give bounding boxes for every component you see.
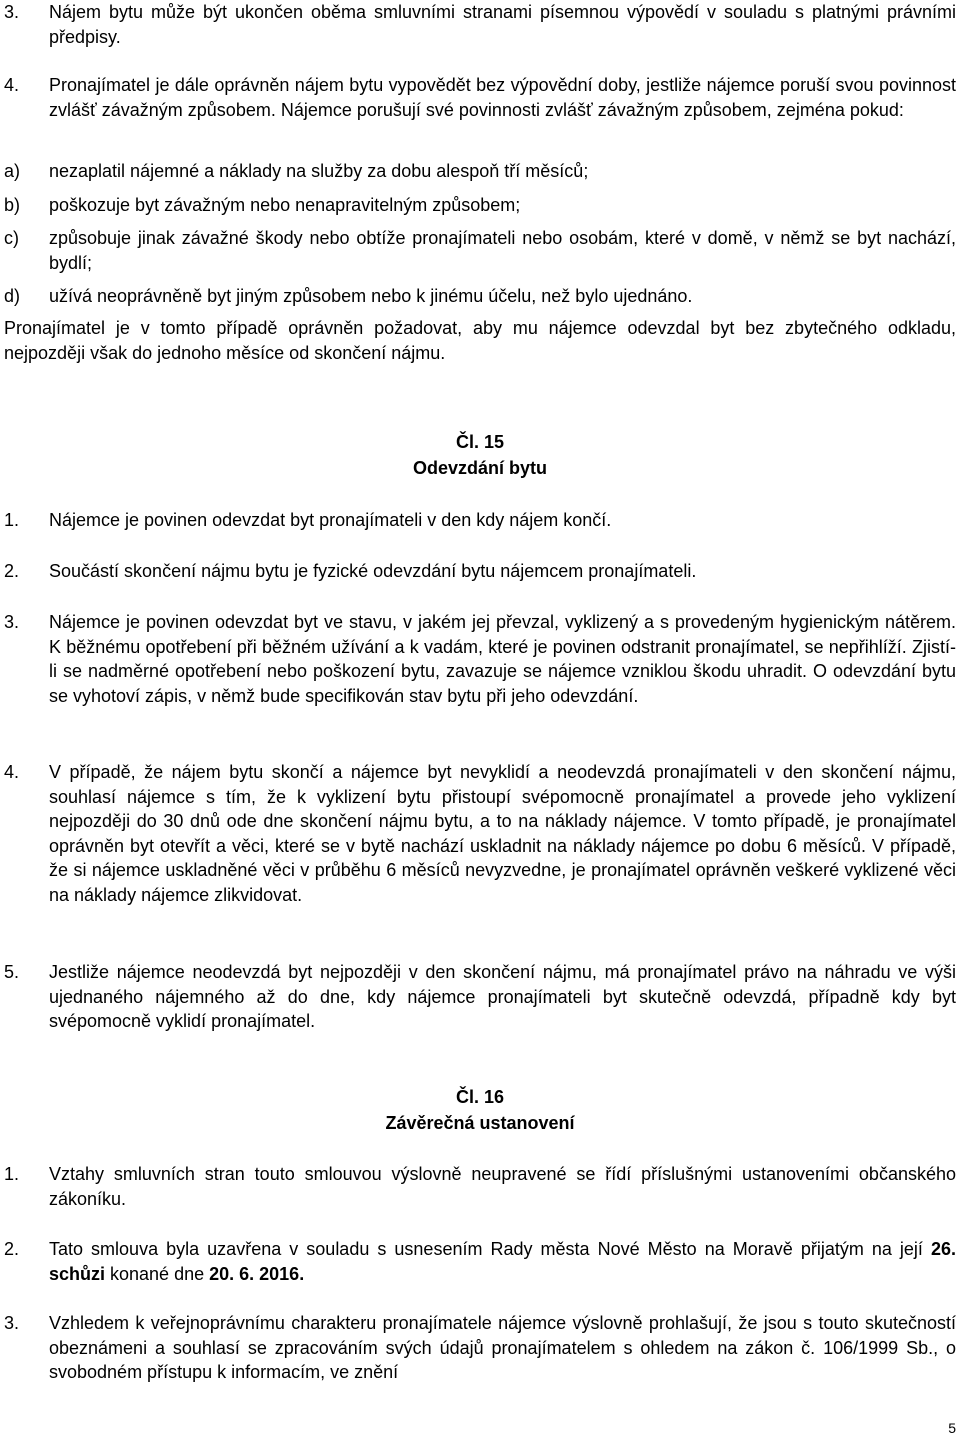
sub-item-d xyxy=(4,284,956,309)
item-text: V případě, že nájem bytu skončí a nájemce byt nevyklidí a neodevzdá pronajímateli v den skončení nájmu, souhlasí nájemce s tím, že k vyklizení bytu přistoupí svépomocně pronajímatel a provede jeho vyklizení nejpozději do 30 dnů ode dne skončení nájmu bytu, a to na náklady nájemce. V tomto případě, je pronajímatel oprávněn byt otevřít a věci, které se v bytě nachází uskladnit na náklady nájemce po dobu 6 měsíců. V případě, že si nájemce uskladněné věci v průběhu 6 měsíců nevyzvedne, je pronajímatel oprávněn veškeré vyklizené věci na náklady nájemce zlikvidovat. xyxy=(49,762,956,905)
item-number: 4. xyxy=(4,75,20,95)
cl15-item-2 xyxy=(4,559,956,584)
item-number: 2. xyxy=(4,561,20,581)
item-number: 1. xyxy=(4,1164,20,1184)
item-text: Vzhledem k veřejnoprávnímu charakteru pronajímatele nájemce výslovně prohlašují, že jsou s touto skutečností obeznámeni a souhlasí se zpracováním svých údajů pronajímatelem s ohledem na zákon č. 106/1999 Sb., o svobodném přístupu k informacím, ve znění xyxy=(49,1313,956,1382)
item-body xyxy=(49,73,956,122)
sub-item-b xyxy=(4,193,956,218)
item-number: 5. xyxy=(4,962,20,982)
cl16-item-3 xyxy=(4,1311,956,1385)
sub-label: b) xyxy=(4,194,21,215)
sub-item-c xyxy=(4,226,956,275)
cl15-item-4 xyxy=(4,760,956,907)
item-text: Pronajímatel je dále oprávněn nájem bytu vypovědět bez výpovědní doby, jestliže nájemce poruší svou povinnost zvlášť závažným způsobem. Nájemce porušují své povinnosti zvlášť závažným způsobem, zejména pokud: xyxy=(49,75,956,120)
item-text xyxy=(49,1237,956,1286)
article-16-title: Závěrečná ustanovení xyxy=(385,1113,575,1133)
article-item-4 xyxy=(4,73,956,122)
meeting-date: 20. 6. 2016. xyxy=(209,1263,305,1284)
item-number: 3. xyxy=(4,1313,20,1333)
item-number: 1. xyxy=(4,510,20,530)
item-text: Vztahy smluvních stran touto smlouvou výslovně neupravené se řídí příslušnými ustanoveními občanského zákoníku. xyxy=(49,1164,956,1209)
closing-paragraph: Pronajímatel je v tomto případě oprávněn požadovat, aby mu nájemce odevzdal byt bez zbytečného odkladu, nejpozději však do jednoho měsíce od skončení nájmu. xyxy=(4,318,956,363)
sub-label: c) xyxy=(4,228,19,248)
cl16-item-1 xyxy=(4,1162,956,1211)
sub-text: způsobuje jinak závažné škody nebo obtíže pronajímateli nebo osobám, které v domě, v němž se byt nachází, bydlí; xyxy=(49,228,956,273)
sub-label: d) xyxy=(4,286,21,306)
item-number: 3. xyxy=(4,612,20,632)
item-text: Nájemce je povinen odevzdat byt pronajímateli v den kdy nájem končí. xyxy=(49,510,612,530)
sub-item-a xyxy=(4,159,956,184)
cl15-item-3 xyxy=(4,610,956,708)
item-number: 2. xyxy=(4,1239,20,1259)
sub-text: užívá neoprávněně byt jiným způsobem nebo k jinému účelu, než bylo ujednáno. xyxy=(49,286,693,306)
item-text: Jestliže nájemce neodevzdá byt nejpozději v den skončení nájmu, má pronajímatel právo na náhradu ve výši ujednaného nájemného až do dne, kdy nájemce pronajímateli byt skutečně odevzdá, případně kdy byt svépomocně vyklidí pronajímatel. xyxy=(49,962,956,1031)
sub-list xyxy=(4,159,956,309)
cl15-item-1 xyxy=(4,508,956,533)
item-text: Nájemce je povinen odevzdat byt ve stavu, v jakém jej převzal, vyklizený a s provedeným hygienickým nátěrem. K běžnému opotřebení při běžném užívání a k vadám, které je povinen odstranit pronajímatel, se nepřihlíží. Zjistí-li se nadměrné opotřebení nebo poškození bytu, zavazuje se nájemce vzniklou škodu uhradit. O odevzdání bytu se vyhotoví zápis, v němž bude specifikován stav bytu při jeho odevzdání. xyxy=(49,612,956,706)
item-text: Součástí skončení nájmu bytu je fyzické odevzdání bytu nájemcem pronajímateli. xyxy=(49,561,697,581)
sub-text: nezaplatil nájemné a náklady na služby za dobu alespoň tří měsíců; xyxy=(49,161,589,181)
cl15-item-5 xyxy=(4,960,956,1034)
cl16-item-2 xyxy=(4,1237,956,1286)
page-number: 5 xyxy=(948,1420,956,1436)
article-15-number: Čl. 15 xyxy=(455,432,505,452)
sub-text: poškozuje byt závažným nebo nenapravitelným způsobem; xyxy=(49,194,521,215)
article-item-3 xyxy=(4,0,956,49)
item-number: 4. xyxy=(4,762,20,782)
item-text-part: Tato smlouva byla uzavřena v souladu s usnesením Rady města Nové Město na Moravě přijatým na její xyxy=(49,1239,931,1259)
article-15-title: Odevzdání bytu xyxy=(412,458,547,478)
item-number: 3. xyxy=(4,2,20,22)
meeting-number: 26. schůzi xyxy=(49,1239,956,1284)
item-text: Nájem bytu může být ukončen oběma smluvními stranami písemnou výpovědí v souladu s platnými právními předpisy. xyxy=(49,2,956,47)
item-text-part: konané dne xyxy=(105,1263,210,1284)
article-16-number: Čl. 16 xyxy=(455,1087,505,1107)
sub-label: a) xyxy=(4,161,21,181)
